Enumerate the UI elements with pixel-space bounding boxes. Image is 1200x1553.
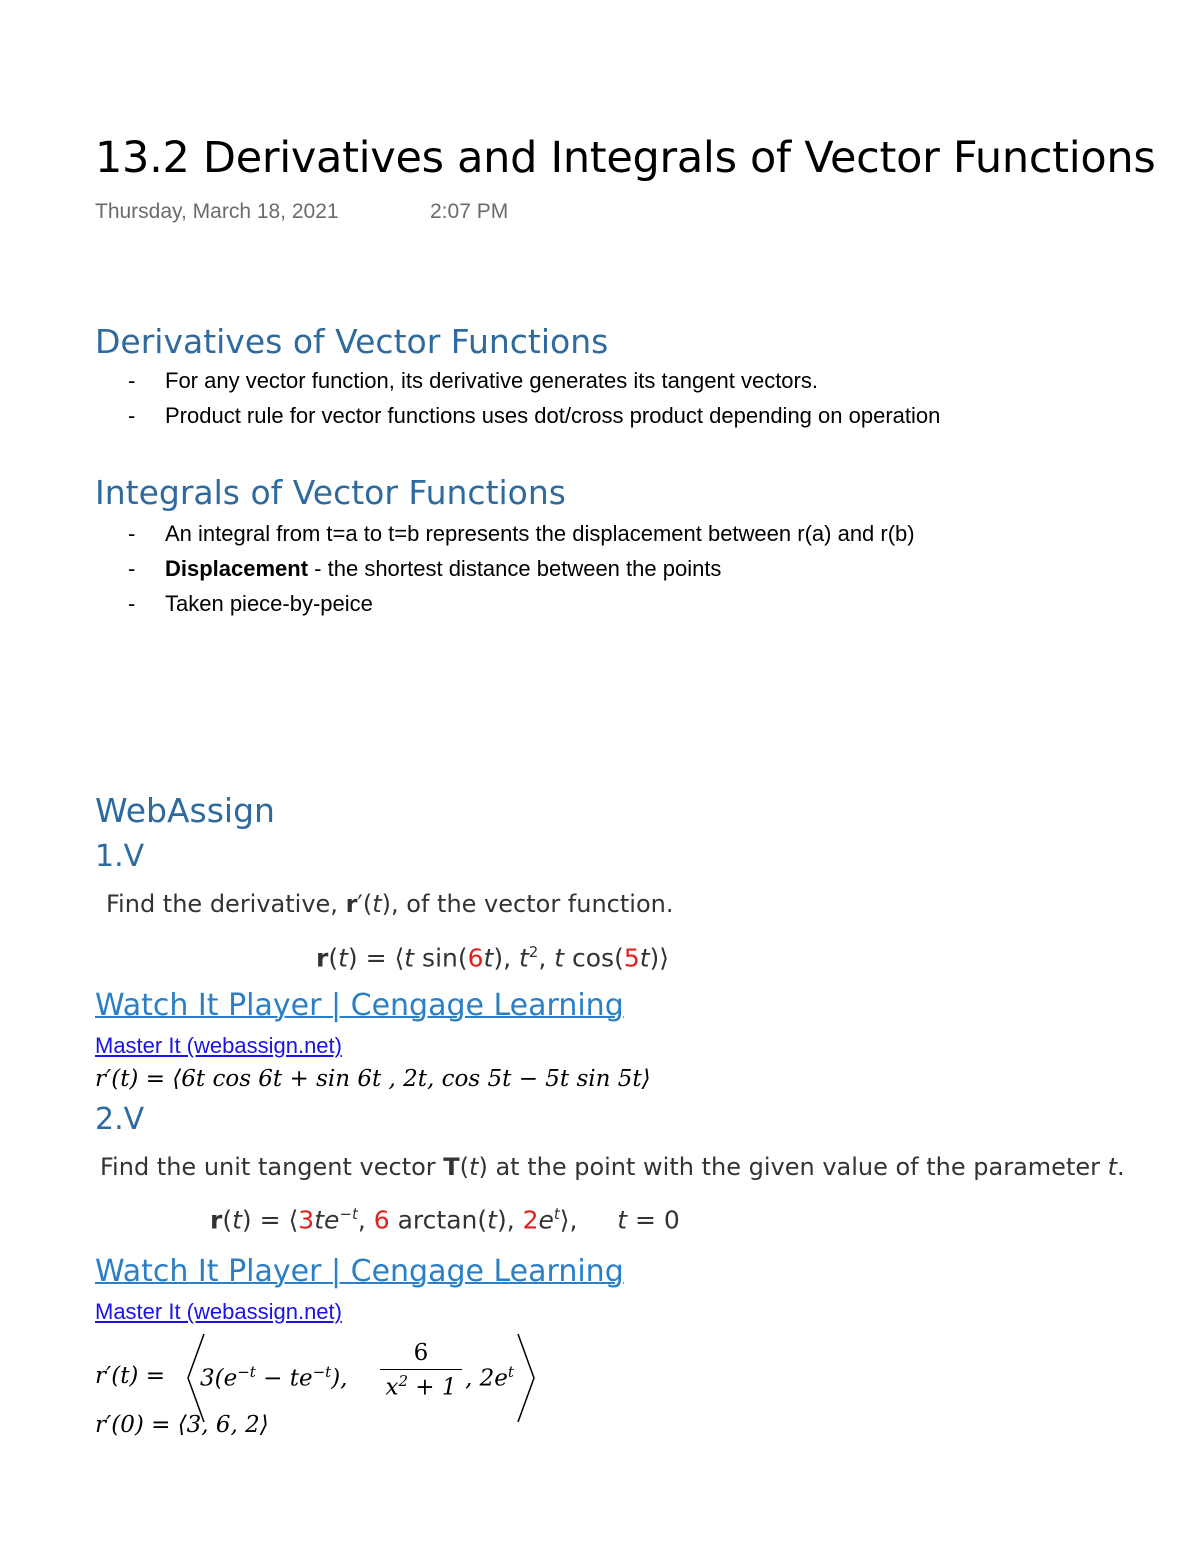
problem-label-1: 1.V: [95, 839, 145, 874]
problem-prompt-1: Find the derivative, r′(t), of the vector function.: [106, 890, 674, 918]
list-item: - An integral from t=a to t=b represents the displacement between r(a) and r(b): [128, 521, 915, 546]
section-heading-webassign: WebAssign: [95, 791, 275, 830]
problem-equation-1: r(t) = ⟨t sin(6t), $t^2$, t cos(5t)⟩: [316, 943, 670, 973]
list-item: - Product rule for vector functions uses dot/cross product depending on operation: [128, 403, 941, 428]
answer-2-fraction: $\frac{6}{x^2 + 1}$: [380, 1340, 462, 1401]
answer-2-term1: $3(e^{-t} - te^{-t})$,: [200, 1363, 348, 1392]
answer-2-cutoff: r′(0) = ⟨3, 6, 2⟩: [95, 1412, 269, 1438]
page-date: Thursday, March 18, 2021: [95, 200, 339, 223]
problem-label-2: 2.V: [95, 1102, 145, 1137]
page-title: 13.2 Derivatives and Integrals of Vector Functions: [95, 133, 1156, 183]
list-item: - For any vector function, its derivative generates its tangent vectors.: [128, 368, 818, 393]
section-heading-integrals: Integrals of Vector Functions: [95, 473, 566, 512]
answer-2-lhs: r′(t) =: [95, 1363, 165, 1389]
big-right-angle-icon: [512, 1332, 542, 1424]
master-it-link-1[interactable]: Master It (webassign.net): [95, 1033, 342, 1058]
bold-term-displacement: Displacement: [165, 556, 309, 581]
section-heading-derivatives: Derivatives of Vector Functions: [95, 322, 609, 361]
answer-2-term3: , $2e^t$: [465, 1363, 514, 1392]
watch-it-link-2[interactable]: Watch It Player | Cengage Learning: [95, 1254, 624, 1289]
watch-it-link-1[interactable]: Watch It Player | Cengage Learning: [95, 988, 624, 1023]
list-item: - Displacement - the shortest distance between the points: [128, 556, 722, 581]
page-time: 2:07 PM: [430, 200, 509, 223]
answer-1: r′(t) = ⟨6t cos 6t + sin 6t , 2t, cos 5t − 5t sin 5t⟩: [95, 1066, 651, 1092]
problem-prompt-2: Find the unit tangent vector T(t) at the point with the given value of the parameter t.: [100, 1153, 1125, 1181]
list-item: - Taken piece-by-peice: [128, 591, 373, 616]
problem-equation-2: $r(t) = ⟨3te^{-t}$, 6 arctan(t), $2e^t⟩$, t = 0: [210, 1205, 680, 1235]
master-it-link-2[interactable]: Master It (webassign.net): [95, 1299, 342, 1324]
